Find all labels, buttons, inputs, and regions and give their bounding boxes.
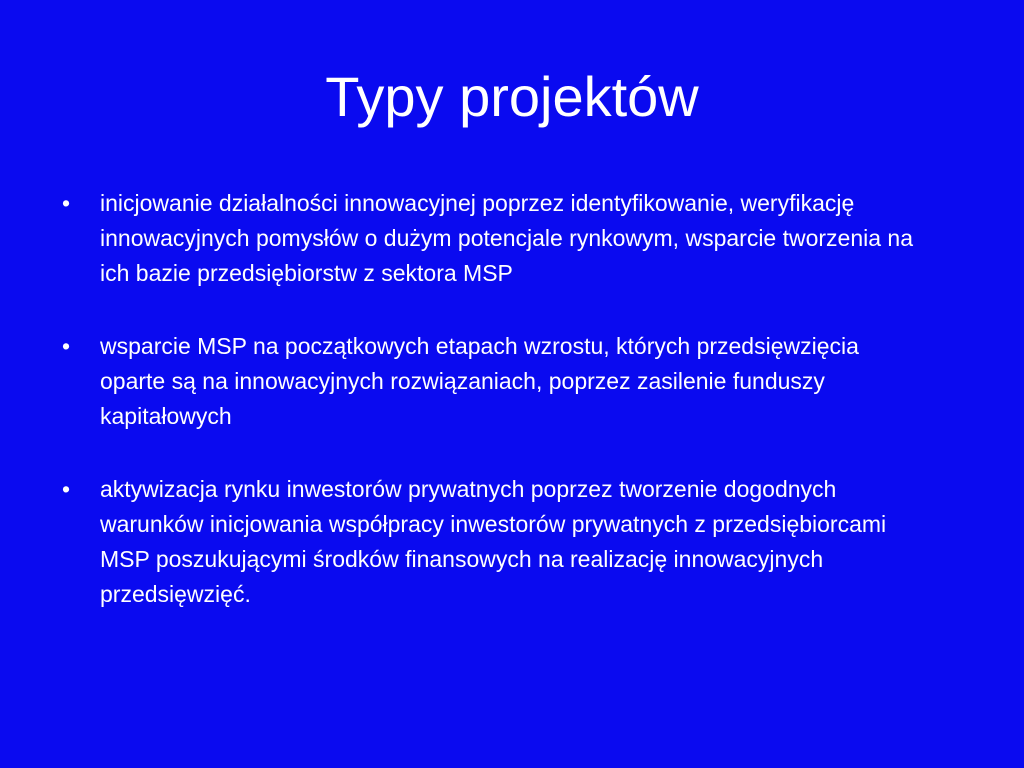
bullet-text: wsparcie MSP na początkowych etapach wzrostu, których przedsięwzięcia oparte są na innowacyjnych rozwiązaniach, poprzez zasilenie funduszy kapitałowych [100,333,859,429]
bullet-marker: • [62,476,71,502]
bullet-text: aktywizacja rynku inwestorów prywatnych poprzez tworzenie dogodnych warunków inicjowania współpracy inwestorów prywatnych z przedsiębiorcami MSP poszukującymi środków finansowych na realizację innowacyjnych przedsięwzięć. [100,476,887,607]
bullet-text: inicjowanie działalności innowacyjnej poprzez identyfikowanie, weryfikację innowacyjnych pomysłów o dużym potencjale rynkowym, wsparcie tworzenia na ich bazie przedsiębiorstw z sektora MSP [100,190,914,286]
bullet-list [60,186,920,650]
bullet-item-3 [60,472,920,612]
bullet-item-1 [60,186,920,291]
bullet-marker: • [62,333,71,359]
slide-title: Typy projektów [325,65,699,128]
bullet-item-2 [60,329,920,434]
bullet-marker: • [62,190,71,216]
